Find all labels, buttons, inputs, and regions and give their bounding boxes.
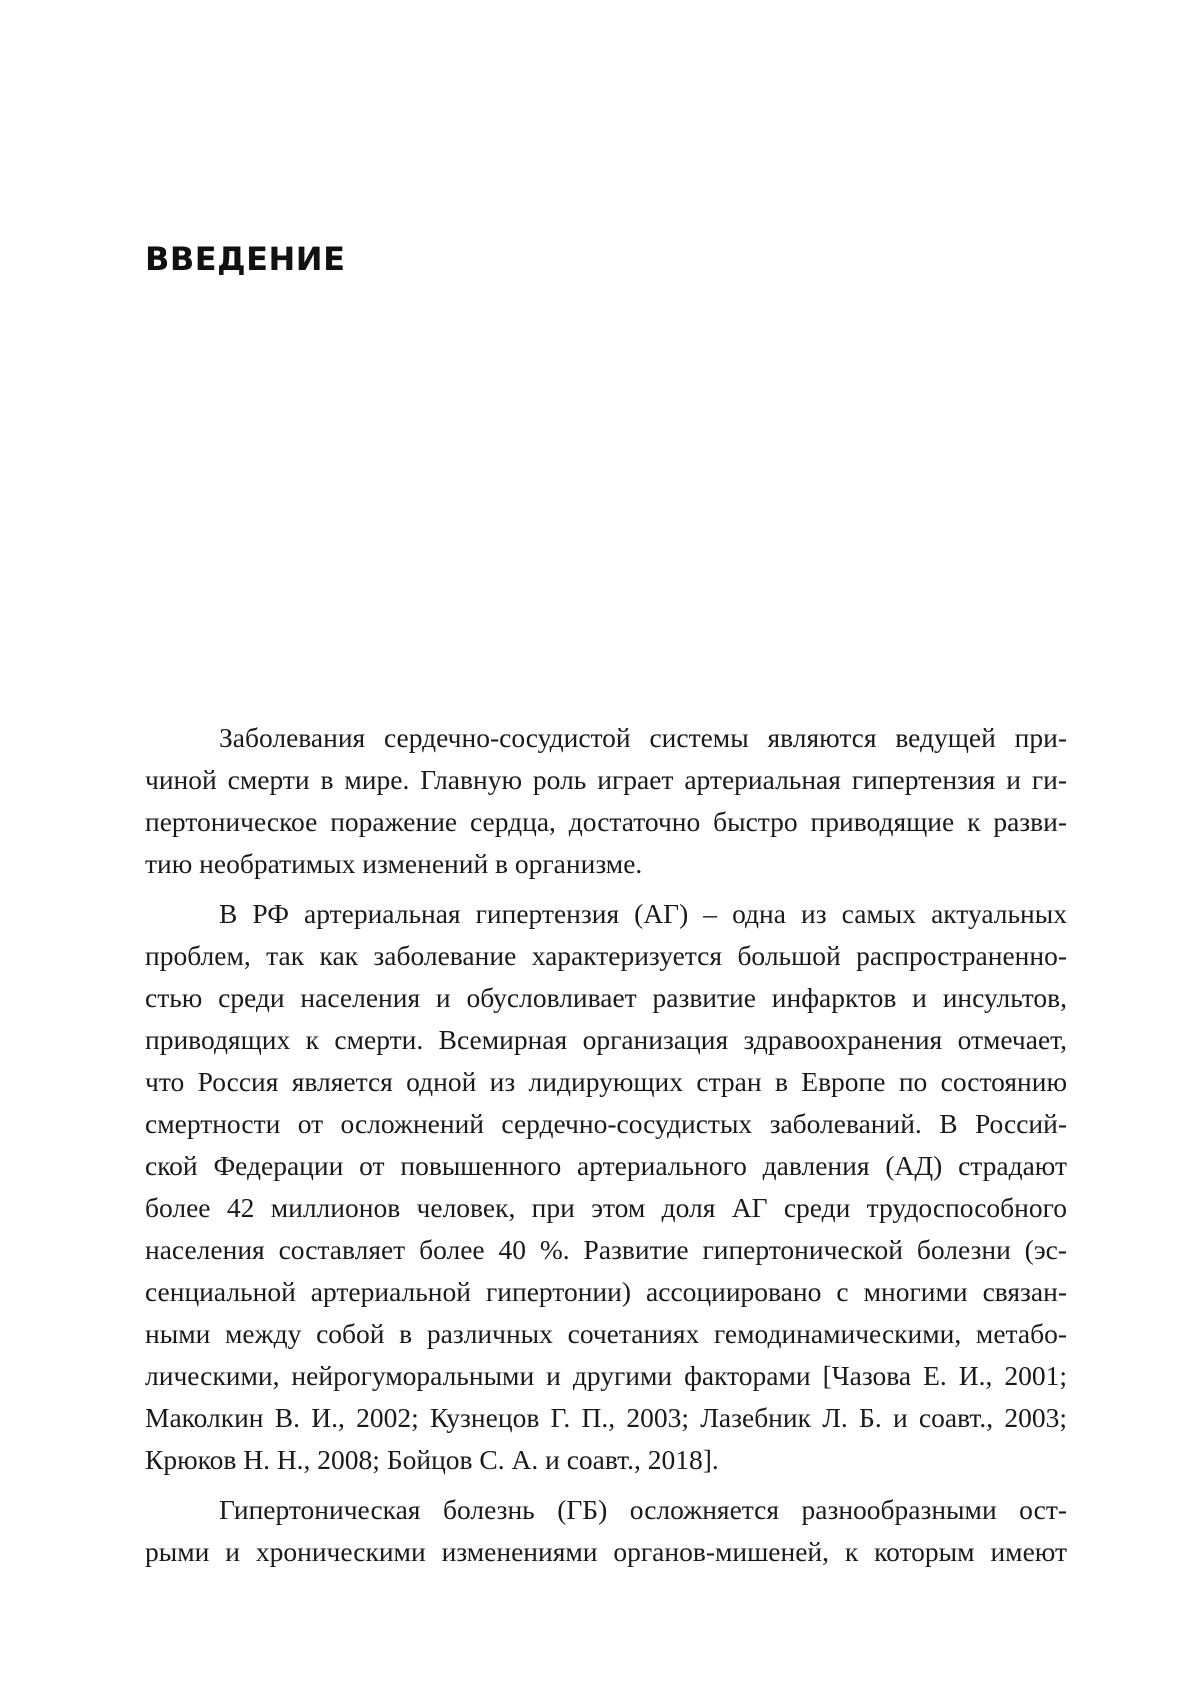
text-line: приводящих к смерти. Всемирная организация здравоохранения отмечает, <box>145 1024 1067 1055</box>
text-line: рыми и хроническими изменениями органов-мишеней, к которым имеют <box>145 1536 1067 1567</box>
text-line: Гипертоническая болезнь (ГБ) осложняется разнообразными ост- <box>219 1494 1067 1525</box>
text-line: населения составляет более 40 %. Развитие гипертонической болезни (эс- <box>145 1234 1067 1265</box>
text-line: пертоническое поражение сердца, достаточно быстро приводящие к разви- <box>145 806 1067 837</box>
body-text <box>145 717 1067 1573</box>
text-line: сенциальной артериальной гипертонии) ассоциировано с многими связан- <box>145 1276 1067 1307</box>
text-line: что Россия является одной из лидирующих стран в Европе по состоянию <box>145 1066 1067 1097</box>
paragraph <box>145 1489 1067 1573</box>
text-line: ской Федерации от повышенного артериального давления (АД) страдают <box>145 1150 1067 1181</box>
text-line: Маколкин В. И., 2002; Кузнецов Г. П., 2003; Лазебник Л. Б. и соавт., 2003; <box>145 1402 1067 1433</box>
paragraph <box>145 893 1067 1481</box>
text-line: стью среди населения и обусловливает развитие инфарктов и инсультов, <box>145 982 1067 1013</box>
text-line: чиной смерти в мире. Главную роль играет артериальная гипертензия и ги- <box>145 764 1067 795</box>
text-line: лическими, нейрогуморальными и другими факторами [Чазова Е. И., 2001; <box>145 1360 1067 1391</box>
text-line: проблем, так как заболевание характеризуется большой распространенно- <box>145 940 1067 971</box>
text-line: Заболевания сердечно-сосудистой системы являются ведущей при- <box>219 722 1067 753</box>
text-line: ными между собой в различных сочетаниях гемодинамическими, метабо- <box>145 1318 1067 1349</box>
text-line: смертности от осложнений сердечно-сосудистых заболеваний. В Россий- <box>145 1108 1067 1139</box>
text-line: тию необратимых изменений в организме. <box>145 848 643 879</box>
text-line: более 42 миллионов человек, при этом доля АГ среди трудоспособного <box>145 1192 1067 1223</box>
chapter-title: ВВЕДЕНИЕ <box>145 240 346 278</box>
paragraph <box>145 717 1067 885</box>
text-line: Крюков Н. Н., 2008; Бойцов С. А. и соавт., 2018]. <box>145 1444 719 1475</box>
text-line: В РФ артериальная гипертензия (АГ) – одна из самых актуальных <box>219 898 1067 929</box>
